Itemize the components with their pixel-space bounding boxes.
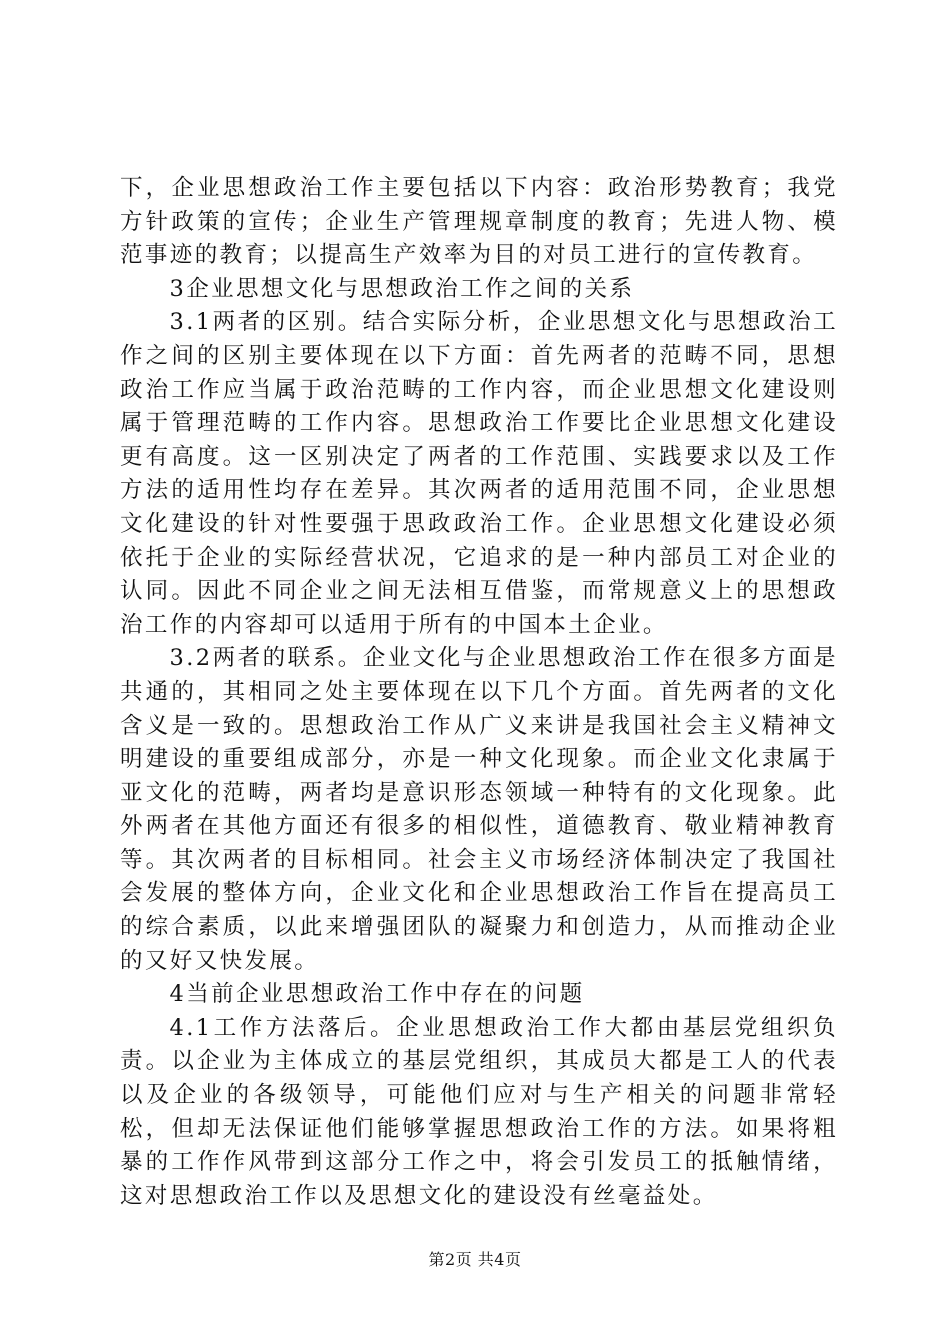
section-heading-3: 3企业思想文化与思想政治工作之间的关系 bbox=[169, 275, 635, 302]
paragraph-3-2: 3.2两者的联系。企业文化与企业思想政治工作在很多方面是共通的，其相同之处主要体现在以下几个方面。首先两者的文化含义是一致的。思想政治工作从广义来讲是我国社会主义精神文明建设的重要组成部分，亦是一种文化现象。而企业文化隶属于亚文化的范畴，两者均是意识形态领域一种特有的文化现象。此外两者在其他方面还有很多的相似性，道德教育、敬业精神教育等。其次两者的目标相同。社会主义市场经济体制决定了我国社会发展的整体方向，企业文化和企业思想政治工作旨在提高员工的综合素质，以此来增强团队的凝聚力和创造力，从而推动企业的又好又快发展。 bbox=[120, 645, 838, 974]
paragraph-3-1: 3.1两者的区别。结合实际分析，企业思想文化与思想政治工作之间的区别主要体现在以下方面：首先两者的范畴不同，思想政治工作应当属于政治范畴的工作内容，而企业思想文化建设则属于管理范畴的工作内容。思想政治工作要比企业思想文化建设更有高度。这一区别决定了两者的工作范围、实践要求以及工作方法的适用性均存在差异。其次两者的适用范围不同，企业思想文化建设的针对性要强于思政政治工作。企业思想文化建设必须依托于企业的实际经营状况，它追求的是一种内部员工对企业的认同。因此不同企业之间无法相互借鉴，而常规意义上的思想政治工作的内容却可以适用于所有的中国本土企业。 bbox=[120, 309, 838, 638]
page-footer: 第2页 共4页 bbox=[428, 1250, 522, 1269]
section-heading-4: 4当前企业思想政治工作中存在的问题 bbox=[169, 981, 585, 1008]
paragraph-4-1: 4.1工作方法落后。企业思想政治工作大都由基层党组织负责。以企业为主体成立的基层党组织，其成员大都是工人的代表以及企业的各级领导，可能他们应对与生产相关的问题非常轻松，但却无法保证他们能够掌握思想政治工作的方法。如果将粗暴的工作作风带到这部分工作之中，将会引发员工的抵触情绪，这对思想政治工作以及思想文化的建设没有丝毫益处。 bbox=[120, 1014, 838, 1209]
paragraph-continuation: 下，企业思想政治工作主要包括以下内容：政治形势教育；我党方针政策的宣传；企业生产管理规章制度的教育；先进人物、模范事迹的教育；以提高生产效率为目的对员工进行的宣传教育。 bbox=[120, 175, 838, 269]
document-body bbox=[120, 172, 838, 1213]
